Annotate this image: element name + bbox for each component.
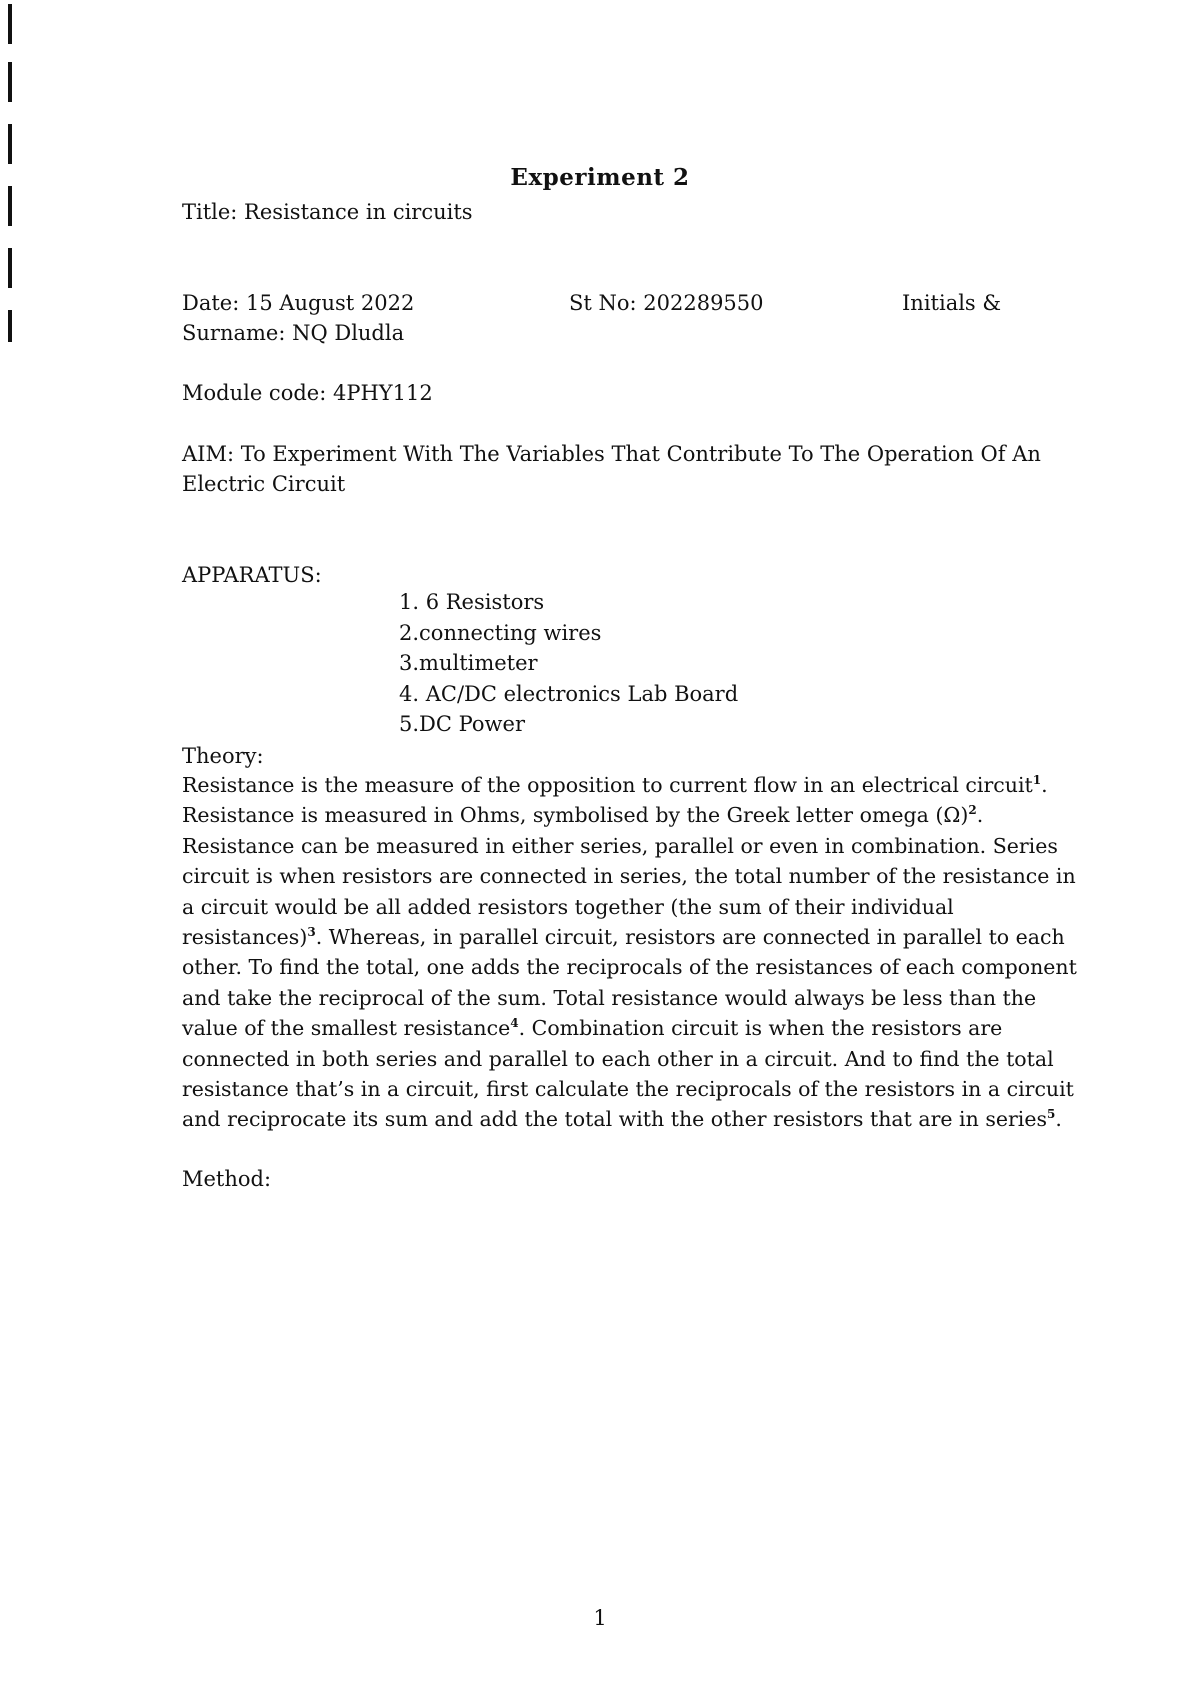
- page-number: 1: [593, 1606, 607, 1630]
- apparatus-item: 1. 6 Resistors: [399, 590, 545, 614]
- theory-text: resistance that’s in a circuit, first calculate the reciprocals of the resistors in a circuit: [182, 1076, 1074, 1101]
- aim-line-1: AIM: To Experiment With The Variables That Contribute To The Operation Of An: [182, 442, 1041, 466]
- change-bar: [8, 4, 12, 44]
- theory-line: [182, 1013, 1082, 1043]
- theory-line: [182, 831, 1082, 861]
- method-heading: Method:: [182, 1167, 272, 1191]
- footnote-ref: 1: [1032, 773, 1042, 788]
- theory-text: Resistance is the measure of the opposition to current flow in an electrical circuit: [182, 773, 1033, 797]
- theory-text: other. To find the total, one adds the reciprocals of the resistances of each component: [182, 955, 1077, 980]
- apparatus-item: 5.DC Power: [399, 712, 525, 736]
- apparatus-item: 4. AC/DC electronics Lab Board: [399, 681, 739, 706]
- initials-label: Initials &: [902, 291, 1002, 315]
- apparatus-list: [399, 587, 738, 740]
- theory-text: circuit is when resistors are connected in series, the total number of the resistance in: [182, 864, 1076, 889]
- apparatus-heading: APPARATUS:: [182, 563, 322, 587]
- footnote-ref: 5: [1047, 1107, 1056, 1122]
- theory-line: [182, 983, 1082, 1013]
- change-bar: [8, 124, 12, 164]
- theory-line: [182, 922, 1082, 952]
- theory-line: and reciprocate its sum and add the total with the other resistors that are in series$^5$.: [182, 1107, 1062, 1132]
- date-field: Date: 15 August 2022: [182, 291, 415, 315]
- theory-paragraph: [182, 770, 1082, 1135]
- theory-text: a circuit would be all added resistors together (the sum of their individual: [182, 894, 954, 919]
- surname-field: Surname: NQ Dludla: [182, 321, 405, 345]
- theory-text: and reciprocate its sum and add the total with the other resistors that are in series: [182, 1107, 1047, 1132]
- apparatus-item: 2.connecting wires: [399, 620, 602, 645]
- theory-line: [182, 892, 1082, 922]
- footnote-ref: 4: [510, 1016, 519, 1031]
- theory-line: Resistance is the measure of the opposition to current flow in an electrical circuit$^1$.: [182, 773, 1048, 797]
- theory-line: [182, 1044, 1082, 1074]
- aim-line-2: Electric Circuit: [182, 472, 346, 496]
- theory-line: Resistance is measured in Ohms, symbolised by the Greek letter omega $(\Omega)^2$.: [182, 803, 984, 828]
- change-bar: [8, 186, 12, 226]
- change-bar: [8, 248, 12, 288]
- document-title: Experiment 2: [510, 164, 690, 191]
- theory-text: value of the smallest resistance: [182, 1016, 511, 1041]
- theory-text: . Combination circuit is when the resistors are: [518, 1016, 1003, 1041]
- theory-text: and take the reciprocal of the sum. Total resistance would always be less than the: [182, 985, 1037, 1010]
- footnote-ref: 3: [307, 925, 316, 940]
- theory-text: Resistance is measured in Ohms, symbolised by the Greek letter omega (Ω): [182, 803, 969, 828]
- footnote-ref: 2: [968, 803, 977, 818]
- change-bar: [8, 62, 12, 102]
- subtitle: Title: Resistance in circuits: [182, 200, 473, 224]
- theory-text: Resistance can be measured in either series, parallel or even in combination. Series: [182, 833, 1058, 858]
- module-code: Module code: 4PHY112: [182, 381, 433, 405]
- theory-line: [182, 952, 1082, 982]
- theory-text: connected in both series and parallel to each other in a circuit. And to find the total: [182, 1046, 1054, 1071]
- student-number-field: St No: 202289550: [569, 291, 764, 315]
- change-bar: [8, 310, 12, 342]
- theory-line: [182, 861, 1082, 891]
- apparatus-item: 3.multimeter: [399, 651, 538, 675]
- theory-text: . Whereas, in parallel circuit, resistors are connected in parallel to each: [315, 924, 1065, 949]
- theory-text: resistances): [182, 924, 308, 949]
- theory-heading: Theory:: [182, 744, 264, 768]
- theory-line: [182, 1074, 1082, 1104]
